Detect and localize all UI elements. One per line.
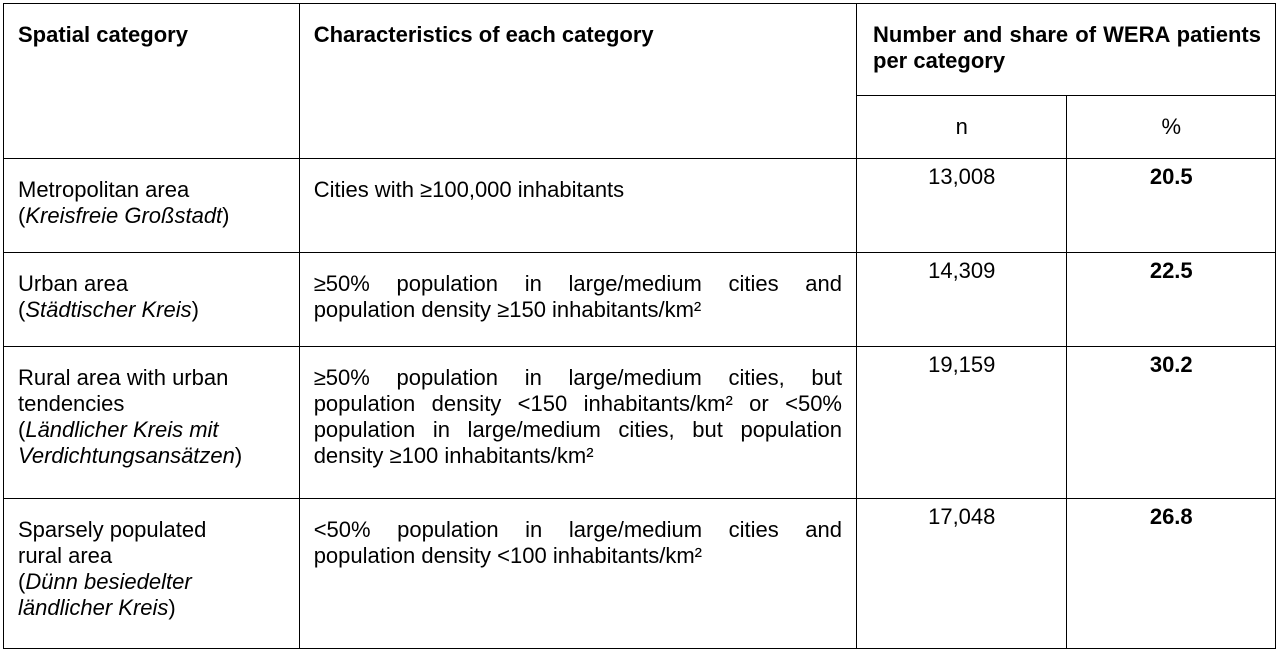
header-row: [4, 4, 1276, 96]
percent-cell: 26.8: [1067, 499, 1276, 649]
category-cell: Rural area with urban tendencies (Ländlicher Kreis mit Verdichtungsansätzen): [4, 347, 300, 499]
table-row: [4, 499, 1276, 649]
category-name: Sparsely populated: [18, 517, 207, 542]
header-spatial-category: Spatial category: [4, 4, 300, 159]
table-row: [4, 253, 1276, 347]
characteristics-cell: Cities with ≥100,000 inhabitants: [299, 159, 856, 253]
spatial-category-table: [3, 3, 1276, 649]
header-characteristics: Characteristics of each category: [299, 4, 856, 159]
header-n: n: [857, 96, 1067, 159]
table-row: [4, 347, 1276, 499]
category-name-cont: rural area: [18, 543, 113, 568]
category-cell: Metropolitan area (Kreisfreie Großstadt): [4, 159, 300, 253]
header-percent: %: [1067, 96, 1276, 159]
category-name: Urban area: [18, 271, 129, 296]
category-name-cont: tendencies: [18, 391, 125, 416]
n-cell: 14,309: [857, 253, 1067, 347]
table-row: [4, 159, 1276, 253]
characteristics-cell: ≥50% population in large/medium cities, but population density <150 inhabitants/km² or <50% population in large/medium cities, but population density ≥100 inhabitants/km²: [299, 347, 856, 499]
percent-cell: 30.2: [1067, 347, 1276, 499]
category-cell: Sparsely populated rural area (Dünn besiedelter ländlicher Kreis): [4, 499, 300, 649]
category-native-name-cont: ländlicher Kreis: [18, 595, 169, 620]
n-cell: 19,159: [857, 347, 1067, 499]
category-native-name: Ländlicher Kreis mit: [25, 417, 219, 442]
category-native-name-cont: Verdichtungsansätzen: [18, 443, 235, 468]
percent-cell: 20.5: [1067, 159, 1276, 253]
category-native-name: Städtischer Kreis: [25, 297, 192, 322]
category-native-name: Dünn besiedelter: [25, 569, 192, 594]
header-number-share: Number and share of WERA patients per category: [857, 4, 1276, 96]
category-native-name: Kreisfreie Großstadt: [25, 203, 223, 228]
percent-cell: 22.5: [1067, 253, 1276, 347]
n-cell: 17,048: [857, 499, 1067, 649]
category-name: Metropolitan area: [18, 177, 190, 202]
category-cell: Urban area (Städtischer Kreis): [4, 253, 300, 347]
category-name: Rural area with urban: [18, 365, 229, 390]
n-cell: 13,008: [857, 159, 1067, 253]
characteristics-cell: <50% population in large/medium cities and population density <100 inhabitants/km²: [299, 499, 856, 649]
characteristics-cell: ≥50% population in large/medium cities and population density ≥150 inhabitants/km²: [299, 253, 856, 347]
